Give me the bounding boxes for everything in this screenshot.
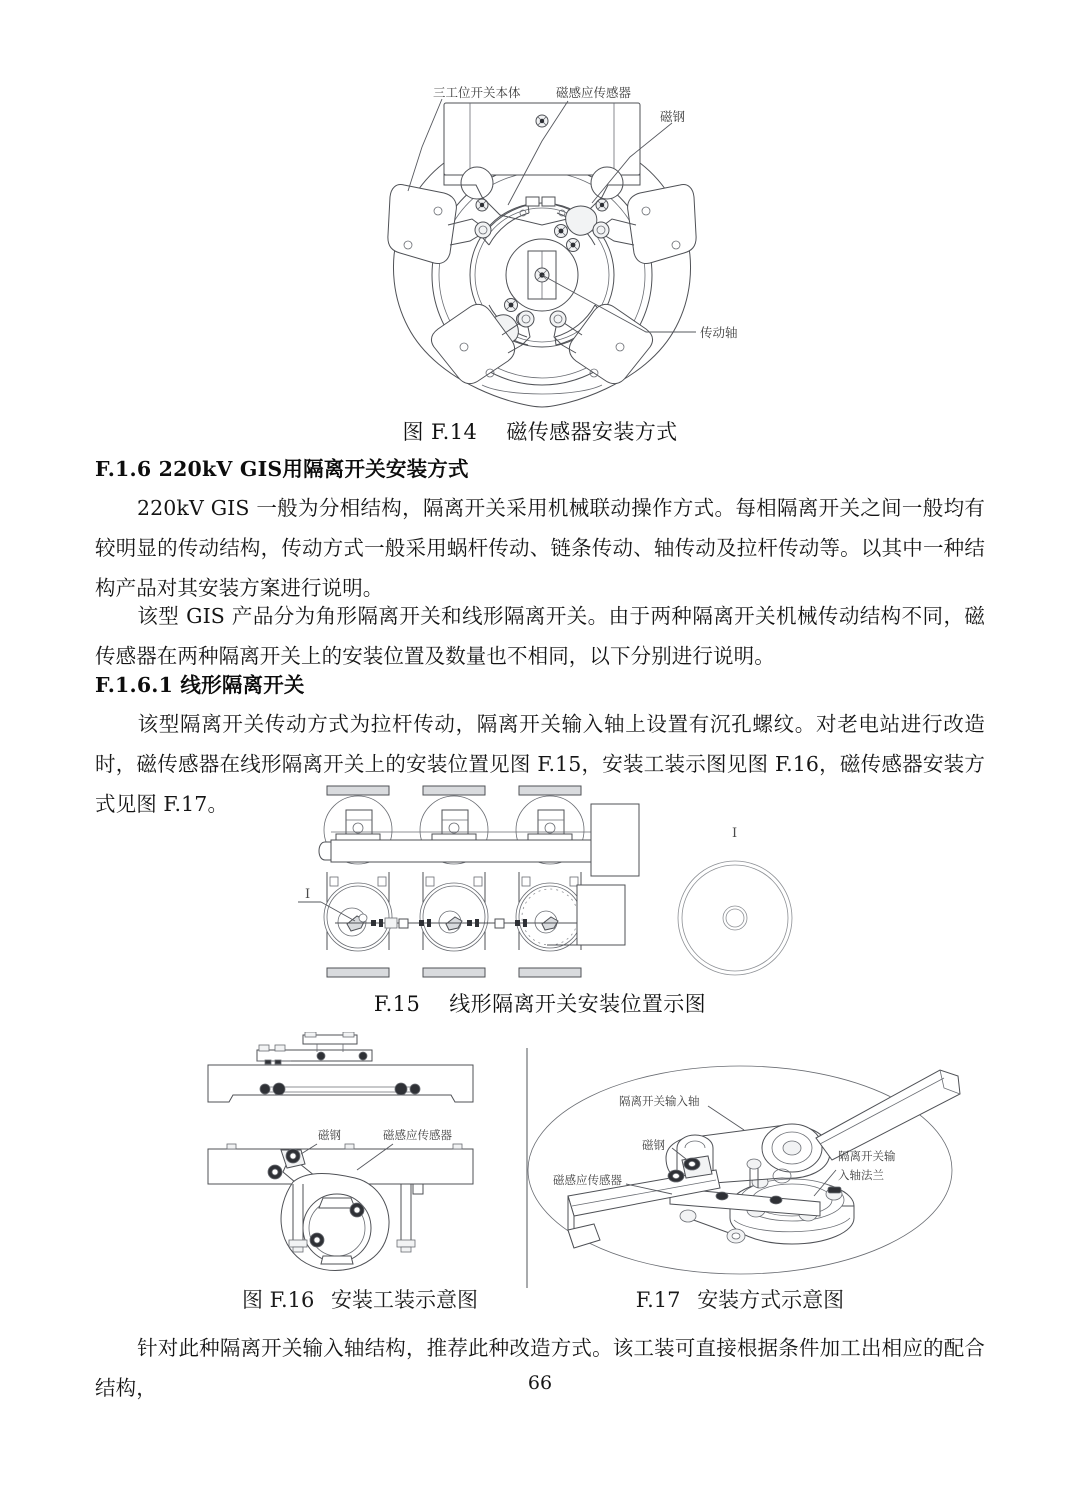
figure-f17-caption xyxy=(540,1284,940,1314)
paragraph-4 xyxy=(95,1328,985,1408)
f17-label-input-shaft: 隔离开关输入轴 xyxy=(619,1094,700,1108)
paragraph-1-text: 220kV GIS 一般为分相结构，隔离开关采用机械联动操作方式。每相隔离开关之间一般均有较明显的传动结构，传动方式一般采用蜗杆传动、链条传动、轴传动及拉杆传动等。以其中一种结构产品对其安装方案进行说明。 xyxy=(95,496,985,600)
f15-caption-text: 线形隔离开关安装位置示图 xyxy=(449,992,707,1016)
f15-caption-prefix: F.15 xyxy=(373,992,421,1016)
f16-caption-prefix: 图 F.16 xyxy=(241,1288,315,1312)
paragraph-2 xyxy=(95,596,985,676)
f14-caption-text: 磁传感器安装方式 xyxy=(506,420,678,444)
figure-f16-caption xyxy=(215,1284,505,1314)
heading-f161: F.1.6.1 线形隔离开关 xyxy=(95,673,305,697)
figure-f14-caption xyxy=(0,416,1080,446)
f16-caption-text: 安装工装示意图 xyxy=(331,1288,479,1312)
f15-detail-marker-right: I xyxy=(732,826,738,841)
f14-label-drive-shaft: 传动轴 xyxy=(700,325,738,340)
f17-label-mag-sensor: 磁感应传感器 xyxy=(553,1173,622,1187)
f17-label-flange-line1: 隔离开关输 xyxy=(838,1149,896,1163)
figure-f15 xyxy=(295,782,815,987)
figure-f14 xyxy=(330,85,750,410)
f15-detail-marker-left: I xyxy=(305,887,311,902)
heading-f16: F.1.6 220kV GIS用隔离开关安装方式 xyxy=(95,457,469,481)
f17-label-magnet-steel: 磁钢 xyxy=(642,1138,665,1152)
f16-label-magnet-steel: 磁钢 xyxy=(318,1128,341,1142)
f14-caption-prefix: 图 F.14 xyxy=(402,420,478,444)
f17-label-flange-line2: 入轴法兰 xyxy=(838,1168,884,1182)
f17-caption-prefix: F.17 xyxy=(635,1288,681,1312)
figure-f17 xyxy=(520,1048,970,1288)
paragraph-1 xyxy=(95,488,985,608)
paragraph-3-text: 该型隔离开关传动方式为拉杆传动，隔离开关输入轴上设置有沉孔螺纹。对老电站进行改造时，磁传感器在线形隔离开关上的安装位置见图 F.15，安装工装示图见图 F.16，磁传感器安装方式见图 F.17。 xyxy=(95,712,985,816)
f14-label-magnet-steel: 磁钢 xyxy=(660,109,686,124)
paragraph-2-text: 该型 GIS 产品分为角形隔离开关和线形隔离开关。由于两种隔离开关机械传动结构不同，磁传感器在两种隔离开关上的安装位置及数量也不相同，以下分别进行说明。 xyxy=(95,604,985,668)
page-number: 66 xyxy=(527,1372,553,1394)
f16-label-mag-sensor: 磁感应传感器 xyxy=(383,1128,452,1142)
paragraph-4-text: 针对此种隔离开关输入轴结构，推荐此种改造方式。该工装可直接根据条件加工出相应的配合结构， xyxy=(95,1336,985,1400)
f14-label-switch-body: 三工位开关本体 xyxy=(433,85,521,100)
figure-f15-caption xyxy=(0,988,1080,1018)
figure-f16 xyxy=(205,1032,505,1282)
f17-caption-text: 安装方式示意图 xyxy=(697,1288,845,1312)
f14-label-mag-sensor: 磁感应传感器 xyxy=(556,85,632,100)
